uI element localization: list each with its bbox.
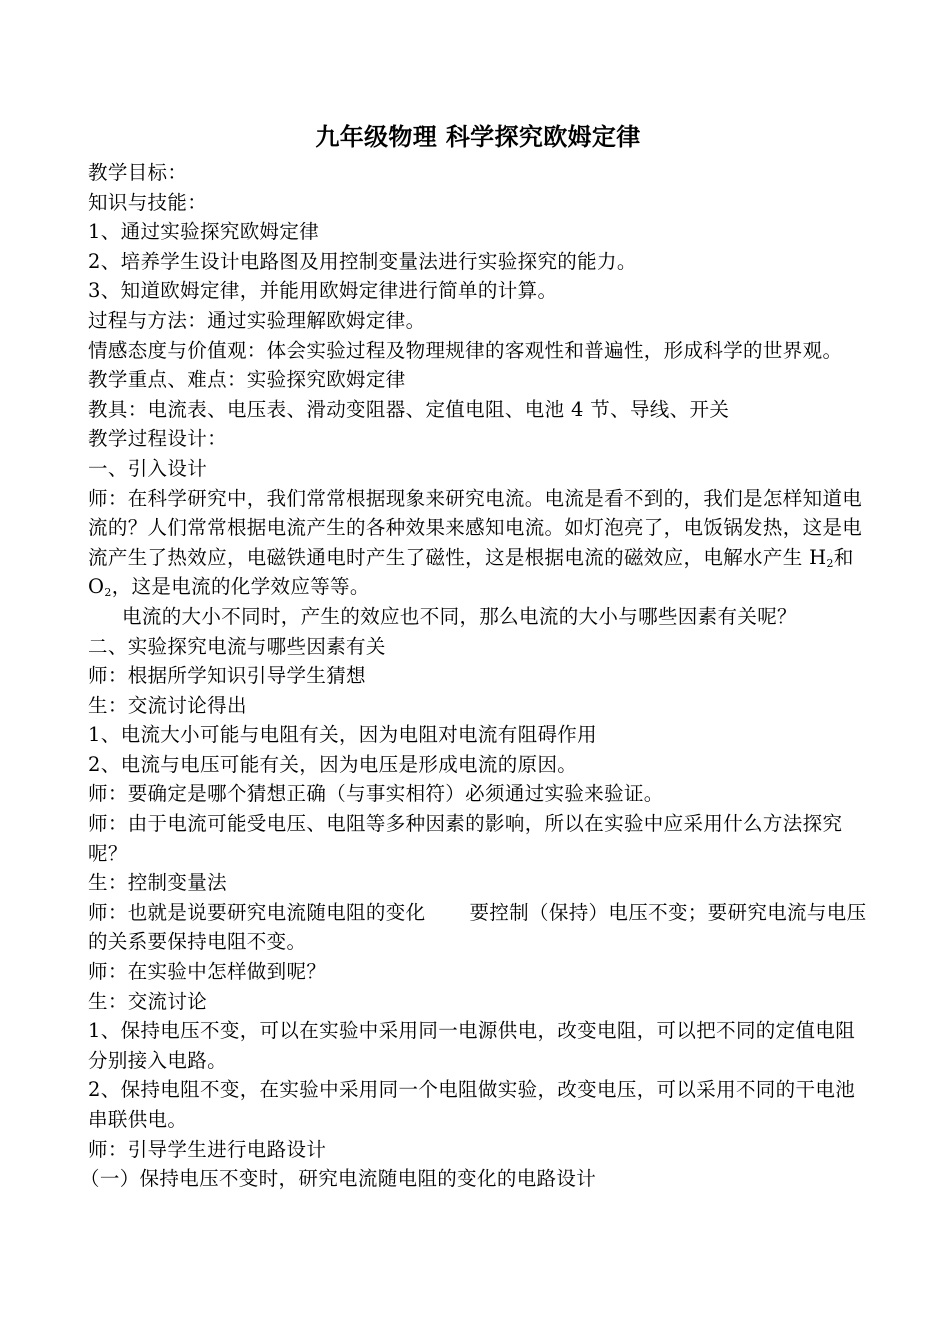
subsection-heading: （一）保持电压不变时，研究电流随电阻的变化的电路设计 xyxy=(80,1167,597,1191)
paragraph-knowledge-skills: 知识与技能： xyxy=(88,190,208,214)
document-page xyxy=(80,116,868,1194)
paragraph-key-points: 教学重点、难点：实验探究欧姆定律 xyxy=(88,368,406,392)
list-item: 1、电流大小可能与电阻有关，因为电阻对电流有阻碍作用 xyxy=(88,723,598,747)
subscript: 2 xyxy=(104,586,112,600)
paragraph-teacher xyxy=(88,898,868,957)
section-heading: 二、实验探究电流与哪些因素有关 xyxy=(88,634,386,658)
paragraph-attitude-values: 情感态度与价值观：体会实验过程及物理规律的客观性和普遍性，形成科学的世界观。 xyxy=(88,338,843,362)
paragraph-process-design: 教学过程设计： xyxy=(88,427,227,451)
paragraph-question: 电流的大小不同时，产生的效应也不同，那么电流的大小与哪些因素有关呢？ xyxy=(122,604,797,628)
section-heading: 一、引入设计 xyxy=(88,456,208,480)
paragraph-text: 和 O xyxy=(88,545,854,599)
paragraph-student: 生：交流讨论得出 xyxy=(88,693,247,717)
paragraph-teacher: 师：在实验中怎样做到呢？ xyxy=(88,960,327,984)
paragraph-student: 生：控制变量法 xyxy=(88,871,227,895)
list-item: 1、保持电压不变，可以在实验中采用同一电源供电，改变电阻，可以把不同的定值电阻分别接入电路。 xyxy=(88,1019,856,1072)
paragraph-teacher: 师：根据所学知识引导学生猜想 xyxy=(88,664,366,688)
list-item: 2、保持电阻不变，在实验中采用同一个电阻做实验，改变电压，可以采用不同的干电池串联供电。 xyxy=(88,1078,856,1131)
paragraph-teaching-aids: 教具：电流表、电压表、滑动变阻器、定值电阻、电池 4 节、导线、开关 xyxy=(88,397,730,421)
list-item: 2、电流与电压可能有关，因为电压是形成电流的原因。 xyxy=(88,752,578,776)
paragraph-teacher: 师：引导学生进行电路设计 xyxy=(88,1137,327,1161)
paragraph-text: 师：在科学研究中，我们常常根据现象来研究电流。电流是看不到的，我们是怎样知道电流的？人们常常根据电流产生的各种效果来感知电流。如灯泡亮了，电饭锅发热，这是电流产生了热效应，电磁铁通电时产生了磁性，这是根据电流的磁效应，电解水产生 H xyxy=(88,486,863,569)
paragraph-teacher-intro xyxy=(88,484,868,602)
paragraph-text: ，这是电流的化学效应等等。 xyxy=(111,575,370,599)
paragraph-process-method: 过程与方法：通过实验理解欧姆定律。 xyxy=(88,308,426,332)
paragraph-text: 师：也就是说要研究电流随电阻的变化 xyxy=(88,900,426,924)
paragraph-student: 生：交流讨论 xyxy=(88,989,208,1013)
subscript: 2 xyxy=(826,556,834,570)
list-item: 1、通过实验探究欧姆定律 xyxy=(88,220,320,244)
list-item: 2、培养学生设计电路图及用控制变量法进行实验探究的能力。 xyxy=(88,249,637,273)
paragraph-teacher: 师：由于电流可能受电压、电阻等多种因素的影响，所以在实验中应采用什么方法探究呢？ xyxy=(88,812,843,865)
list-item: 3、知道欧姆定律，并能用欧姆定律进行简单的计算。 xyxy=(88,279,558,303)
paragraph-text: 要控制（保持）电压不变；要研究电流与电压的关系要保持电阻不变。 xyxy=(88,900,867,954)
paragraph-teaching-goals: 教学目标： xyxy=(88,161,188,184)
document-title: 九年级物理 科学探究欧姆定律 xyxy=(315,123,641,151)
paragraph-teacher: 师：要确定是哪个猜想正确（与事实相符）必须通过实验来验证。 xyxy=(88,782,664,806)
